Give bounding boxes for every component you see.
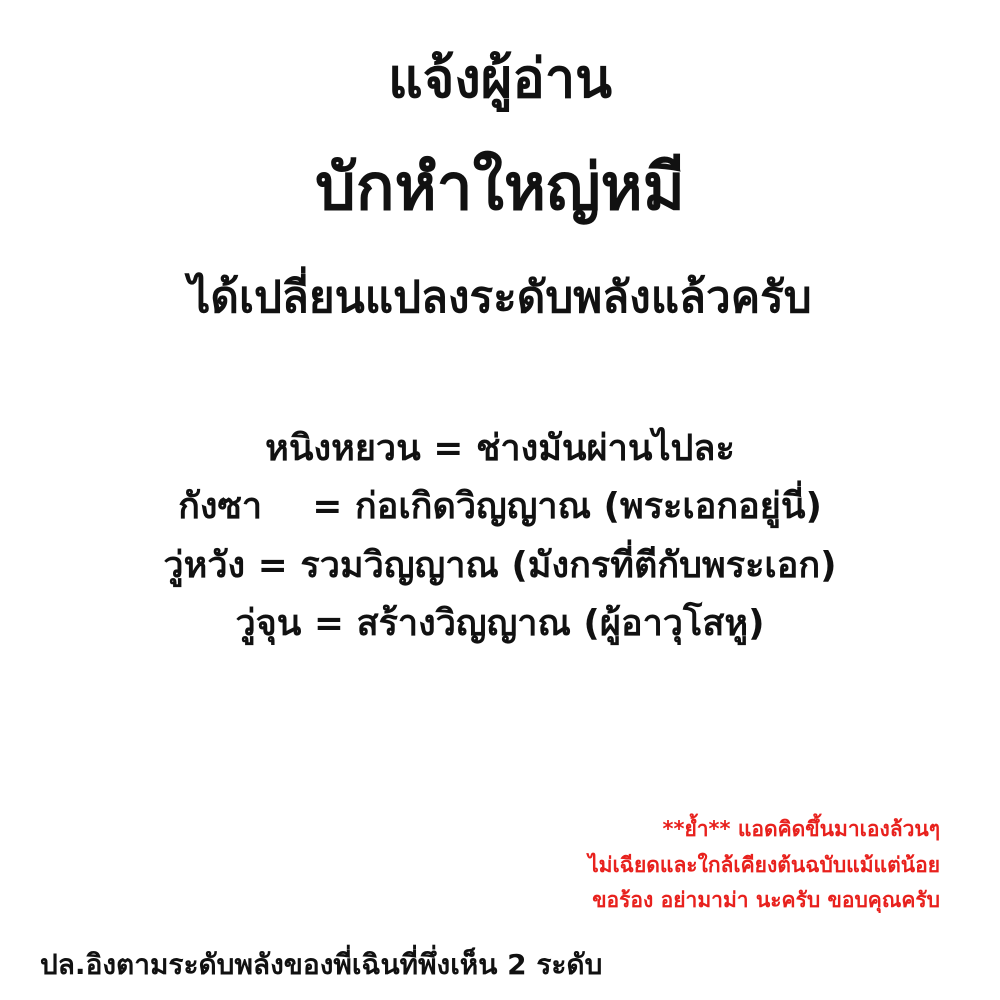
glossary-line: กังซา = ก่อเกิดวิญญาณ (พระเอกอยู่นี่) [178,486,822,528]
power-level-glossary [0,420,1000,653]
note-line: ขอร้อง อย่ามาม่า นะครับ ขอบคุณครับ [592,888,940,913]
disclaimer-note [0,812,1000,919]
headline-subtitle: ได้เปลี่ยนแปลงระดับพลังแล้วครับ [188,272,812,323]
headline-title: บักหำใหญ่หมี [315,151,685,225]
headline-primary: แจ้งผู้อ่าน [387,47,613,110]
glossary-line: วู่หวัง = รวมวิญญาณ (มังกรที่ตีกับพระเอก) [163,544,837,586]
glossary-line: หนิงหยวน = ช่างมันผ่านไปละ [265,428,735,469]
note-line: **ย้ำ** แอดคิดขึ้นมาเองล้วนๆ [662,817,940,841]
footnote: ปล.อิงตามระดับพลังของพี่เฉินที่พึ่งเห็น 2 ระดับ [40,948,603,982]
glossary-line: วู่จุน = สร้างวิญญาณ (ผู้อาวุโสหู) [235,602,765,644]
note-line: ไม่เฉียดและใกล้เคียงต้นฉบับแม้แต่น้อย [588,852,940,877]
